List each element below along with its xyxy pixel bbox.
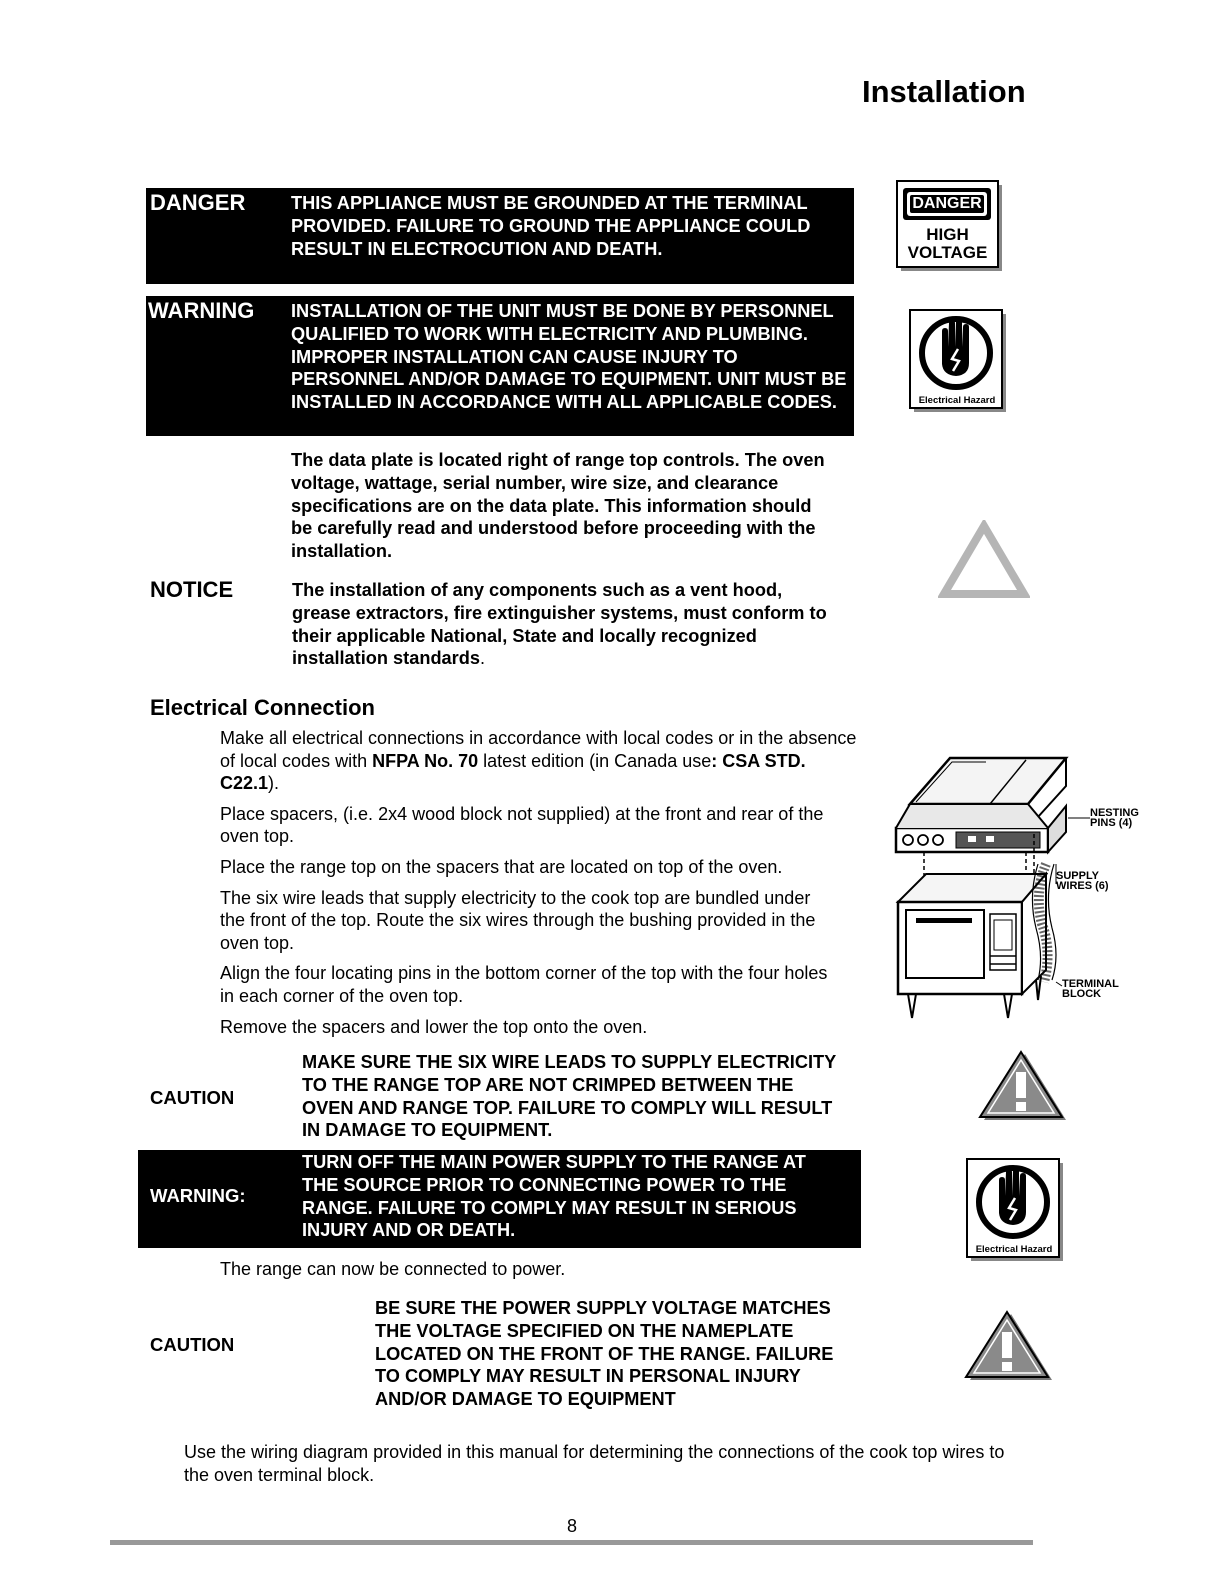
danger-sign-line1: HIGH xyxy=(926,225,969,244)
caution-2-text: BE SURE THE POWER SUPPLY VOLTAGE MATCHES THE VOLTAGE SPECIFIED ON THE NAMEPLATE LOCATED ON THE FRONT OF THE RANGE. FAILURE TO COMPLY MAY RESULT IN PERSONAL INJURY AND/OR DAMAGE TO EQUIPMENT xyxy=(375,1298,834,1410)
danger-high-voltage-sign xyxy=(896,180,1004,272)
electrical-hazard-icon xyxy=(909,309,1007,413)
supply-line-1: SUPPLY xyxy=(1056,870,1100,882)
warning-2-label: WARNING: xyxy=(150,1185,246,1206)
connect-power-text: The range can now be connected to power. xyxy=(220,1259,566,1279)
nesting-line-1: NESTING xyxy=(1090,807,1139,819)
caution-1-label: CAUTION xyxy=(150,1087,235,1108)
csa-code: CSA STD. C22.1 xyxy=(220,750,806,794)
label-terminal-block xyxy=(1062,979,1119,999)
electrical-connection-heading: Electrical Connection xyxy=(150,695,375,720)
wiring-diagram-text: Use the wiring diagram provided in this manual for determining the connections of the cook top wires to the oven terminal block. xyxy=(184,1442,1005,1485)
electrical-steps xyxy=(220,727,860,1038)
notice-triangle-icon xyxy=(938,520,1030,600)
notice-text xyxy=(292,579,840,670)
notice-body: The installation of any components such as a vent hood, grease extractors, fire extinguisher systems, must conform to their applicable National, State and locally recognized installation standards xyxy=(292,580,827,669)
electrical-paragraph-1 xyxy=(220,727,860,795)
electrical-paragraph-2: Place spacers, (i.e. 2x4 wood block not supplied) at the front and rear of the oven top. xyxy=(220,803,824,847)
electrical-hazard-caption-2: Electrical Hazard xyxy=(975,1244,1053,1255)
terminal-line-2: BLOCK xyxy=(1062,988,1102,1000)
label-nesting-pins xyxy=(1090,808,1139,828)
danger-sign-top: DANGER xyxy=(912,195,982,212)
caution-triangle-icon xyxy=(978,1050,1068,1122)
electrical-paragraph-4: The six wire leads that supply electricity to the cook top are bundled under the front of the top. Route the six wires through the bushing provided in the oven top. xyxy=(220,887,816,953)
page-title: Installation xyxy=(862,74,1026,109)
caution-triangle-icon-2 xyxy=(964,1310,1054,1382)
nesting-line-2: PINS (4) xyxy=(1090,817,1133,829)
p1-colon: : xyxy=(711,750,718,771)
footer-rule xyxy=(110,1540,1033,1545)
electrical-hazard-caption: Electrical Hazard xyxy=(918,395,996,406)
caution-2-label: CAUTION xyxy=(150,1334,235,1355)
range-oven-diagram xyxy=(886,724,1146,1024)
danger-label: DANGER xyxy=(150,190,246,215)
notice-period: . xyxy=(479,648,486,669)
electrical-hazard-icon-2 xyxy=(966,1158,1064,1262)
page-number: 8 xyxy=(566,1516,577,1536)
data-plate-text: The data plate is located right of range top controls. The oven voltage, wattage, serial number, wire size, and clearance specifications are on the data plate. This information should be carefully read and understood before proceeding with the installation. xyxy=(291,450,825,562)
label-supply-wires xyxy=(1056,871,1109,891)
supply-line-2: WIRES (6) xyxy=(1056,880,1109,892)
electrical-paragraph-3: Place the range top on the spacers that are located on top of the oven. xyxy=(220,856,783,877)
warning-2-text: TURN OFF THE MAIN POWER SUPPLY TO THE RANGE AT THE SOURCE PRIOR TO CONNECTING POWER TO THE RANGE. FAILURE TO COMPLY MAY RESULT IN SERIOUS INJURY AND OR DEATH. xyxy=(302,1152,806,1241)
p1-text-f: ). xyxy=(268,773,280,794)
p1-text-a: Make all electrical connections in accordance with local codes or in the absence of local codes with xyxy=(220,728,857,771)
terminal-line-1: TERMINAL xyxy=(1062,978,1119,990)
electrical-paragraph-5: Align the four locating pins in the bottom corner of the top with the four holes in each corner of the oven top. xyxy=(220,963,828,1006)
notice-label: NOTICE xyxy=(150,577,234,602)
nfpa-code: NFPA No. 70 xyxy=(372,750,479,771)
warning-label: WARNING xyxy=(148,298,255,323)
p1-text-c: latest edition (in Canada use xyxy=(478,750,712,771)
danger-sign-line2: VOLTAGE xyxy=(907,243,988,262)
warning-text: INSTALLATION OF THE UNIT MUST BE DONE BY PERSONNEL QUALIFIED TO WORK WITH ELECTRICITY AND PLUMBING. IMPROPER INSTALLATION CAN CAUSE INJURY TO PERSONNEL AND/OR DAMAGE TO EQUIPMENT. UNIT MUST BE INSTALLED IN ACCORDANCE WITH ALL APPLICABLE CODES. xyxy=(291,301,847,413)
caution-1-text: MAKE SURE THE SIX WIRE LEADS TO SUPPLY ELECTRICITY TO THE RANGE TOP ARE NOT CRIMPED BETWEEN THE OVEN AND RANGE TOP. FAILURE TO COMPLY WILL RESULT IN DAMAGE TO EQUIPMENT. xyxy=(302,1052,836,1141)
electrical-paragraph-6: Remove the spacers and lower the top onto the oven. xyxy=(220,1016,648,1037)
danger-text: THIS APPLIANCE MUST BE GROUNDED AT THE TERMINAL PROVIDED. FAILURE TO GROUND THE APPLIANCE COULD RESULT IN ELECTROCUTION AND DEATH. xyxy=(291,193,811,259)
